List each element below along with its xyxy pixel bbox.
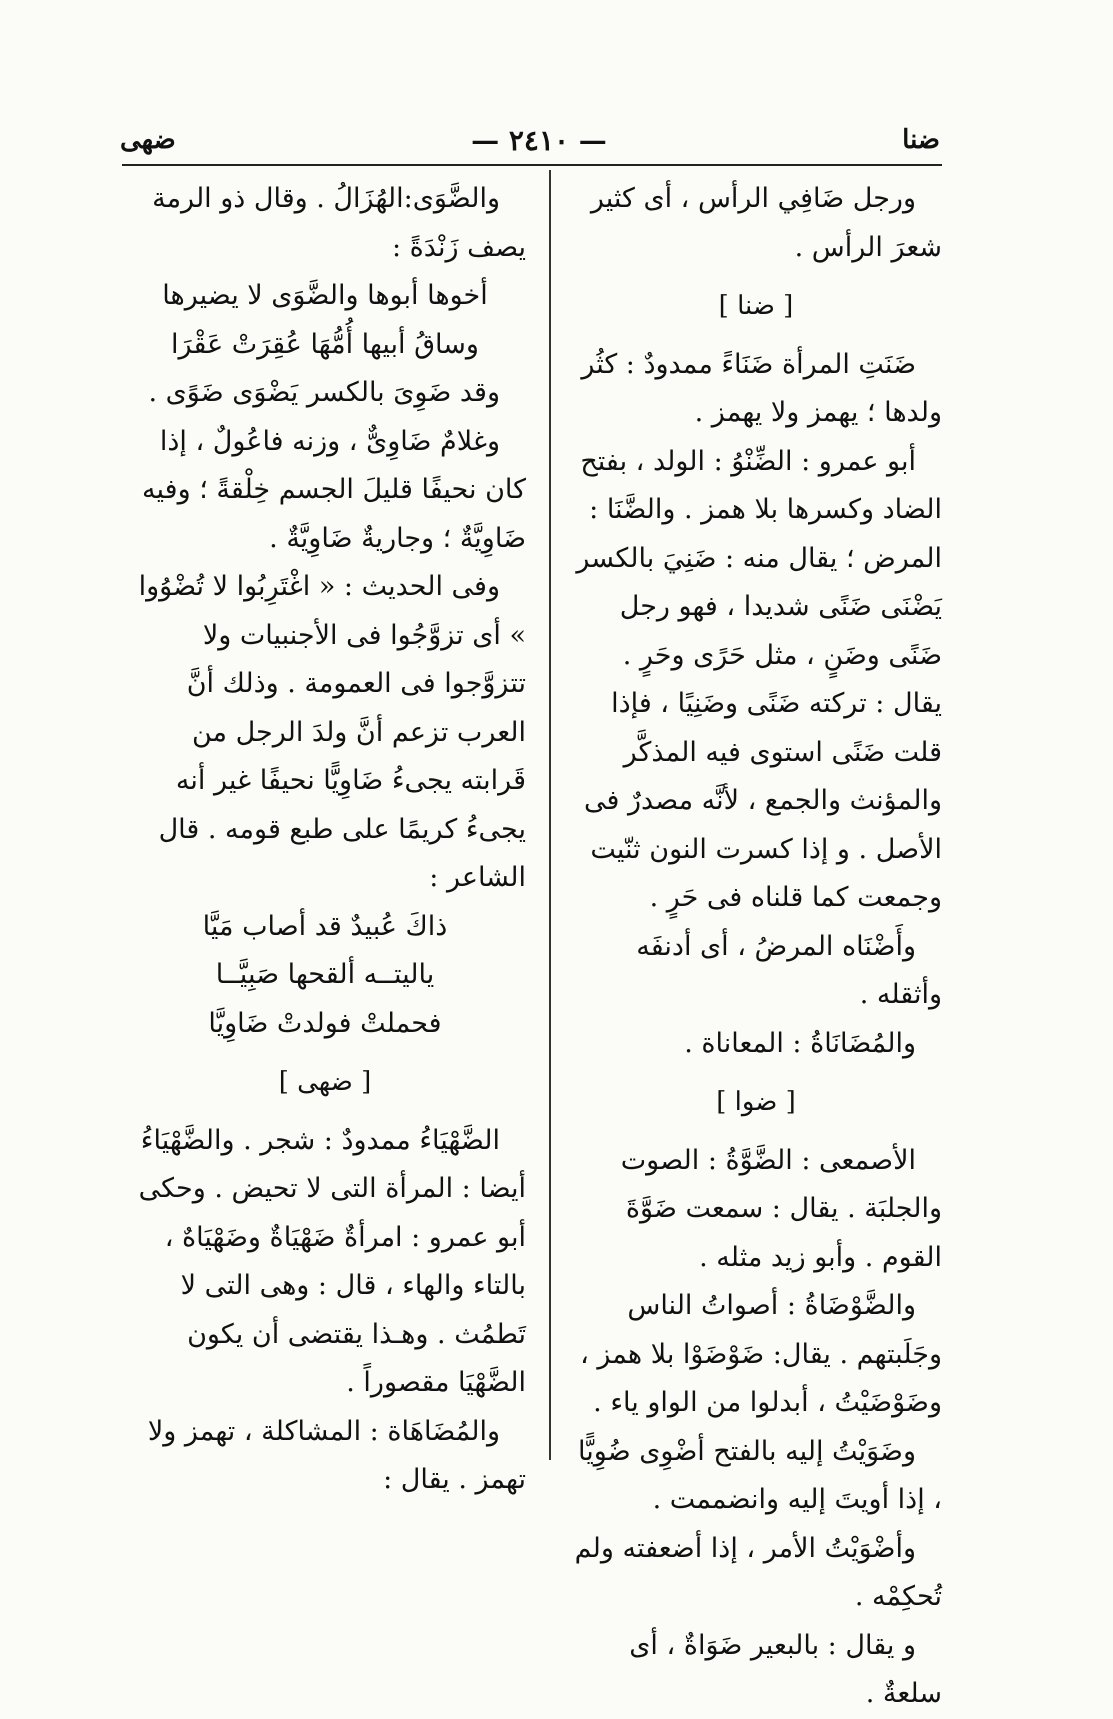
paragraph: والضَّوَى:الهُزَالُ . وقال ذو الرمة يصف زَنْدَةً : <box>152 183 526 263</box>
verse-line: فحملتْ فولدتْ ضَاوِيَّا <box>208 1007 442 1039</box>
page-header <box>120 118 940 162</box>
entry-heading: [ ضنا ] <box>718 291 794 321</box>
verse-line: أخوها أبوها والضَّوَى لا يضيرها <box>162 280 488 311</box>
entry-heading: [ ضهى ] <box>278 1067 372 1097</box>
header-right-word: ضنا <box>902 125 940 155</box>
paragraph: الضَّهْيَاءُ ممدودٌ : شجر . والضَّهْيَاءُ أيضا : المرأة التى لا تحيض . وحكى أبو عمرو : امرأةٌ ضَهْيَاةٌ وضَهْيَاهٌ ، بالتاء والهاء ، قال : وهى التى لا تَطمُث . وهـذا يقتضى أن يكون الضَّهْيَا مقصوراً . <box>138 1124 526 1398</box>
page-number: — ٢٤١٠ — <box>471 123 607 157</box>
right-column <box>570 175 942 1709</box>
paragraph: والمُضَانَاةُ : المعاناة . <box>684 1027 916 1059</box>
column-divider <box>549 170 551 1460</box>
paragraph: أبو عمرو : الضِّنْوُ : الولد ، بفتح الضاد وكسرها بلا همز . والضَّنَا : المرض ؛ يقال منه : ضَنِيَ بالكسر يَضْنَى ضَنًى شديدا ، فهو رجل ضَنًى وضَنٍ ، مثل حَرًى وحَرٍ . يقال : تركته ضَنًى وضَنِيًا ، فإذا قلت ضَنًى استوى فيه المذكَّر والمؤنث والجمع ، لأنَّه مصدرٌ فى الأصل . و إذا كسرت النون ثنّيت وجمعت كما قلناه فى حَرٍ . <box>576 445 942 913</box>
paragraph: وأضْوَيْتُ الأمر ، إذا أضعفته ولم تُحكِمْه . <box>574 1532 942 1612</box>
header-rule <box>122 164 942 166</box>
left-column <box>124 175 526 1495</box>
paragraph: الأصمعى : الضَّوَّةُ : الصوت والجلبَة . يقال : سمعت ضَوَّةَ القوم . وأبو زيد مثله . <box>620 1144 942 1273</box>
paragraph: وأَضْنَاه المرضُ ، أى أدنفَه وأثقله . <box>636 930 942 1010</box>
paragraph: ضَنَتِ المرأة ضَنَاءً ممدودٌ : كثُر ولدها ؛ يهمز ولا يهمز . <box>581 348 942 428</box>
paragraph: ورجل ضَافِي الرأس ، أى كثير شعرَ الرأس . <box>590 183 942 263</box>
paragraph: وقد ضَوِىَ بالكسر يَضْوَى ضَوًى . <box>148 377 500 408</box>
paragraph: و يقال : بالبعير ضَوَاةٌ ، أى سلعةٌ . <box>629 1629 942 1709</box>
entry-heading: [ ضوا ] <box>716 1087 796 1117</box>
paragraph: والمُضَاهَاة : المشاكلة ، تهمز ولا تهمز . يقال : <box>147 1415 526 1495</box>
verse-line: وساقُ أبيها أُمُّهَا عُقِرَتْ عَقْرَا <box>171 328 479 360</box>
paragraph: وفى الحديث : « اغْتَرِبُوا لا تُضْوُوا » أى تزوَّجُوا فى الأجنبيات ولا تتزوَّجوا فى العمومة . وذلك أنَّ العرب تزعم أنَّ ولدَ الرجل من قَرابته يجىءُ ضَاوِيًّا نحيفًا غير أنه يجىءُ كريمًا على طبع قومه . قال الشاعر : <box>138 571 526 893</box>
paragraph: والضَّوْضَاةُ : أصواتُ الناس وجَلَبتهم . يقال: ضَوْضَوْا بلا همز ، وضَوْضَيْتُ ، أبدلوا من الواو ياء . <box>580 1290 942 1418</box>
paragraph: وغلامٌ ضَاوِىٌّ ، وزنه فاعُولٌ ، إذا كان نحيفًا قليلَ الجسم خِلْقةً ؛ وفيه ضَاوِيَّةٌ ؛ وجاريةٌ ضَاوِيَّةٌ . <box>142 425 526 554</box>
verse-line: ذاكَ عُبيدٌ قد أصاب مَيَّا <box>202 910 448 942</box>
header-left-word: ضهى <box>120 125 176 155</box>
paragraph: وضَوَيْتُ إليه بالفتح أضْوِى ضُوِيًّا ، إذا أويتَ إليه وانضممت . <box>578 1435 942 1515</box>
verse-line: ياليتــه ألقحها صَبِيَّــا <box>215 959 435 990</box>
